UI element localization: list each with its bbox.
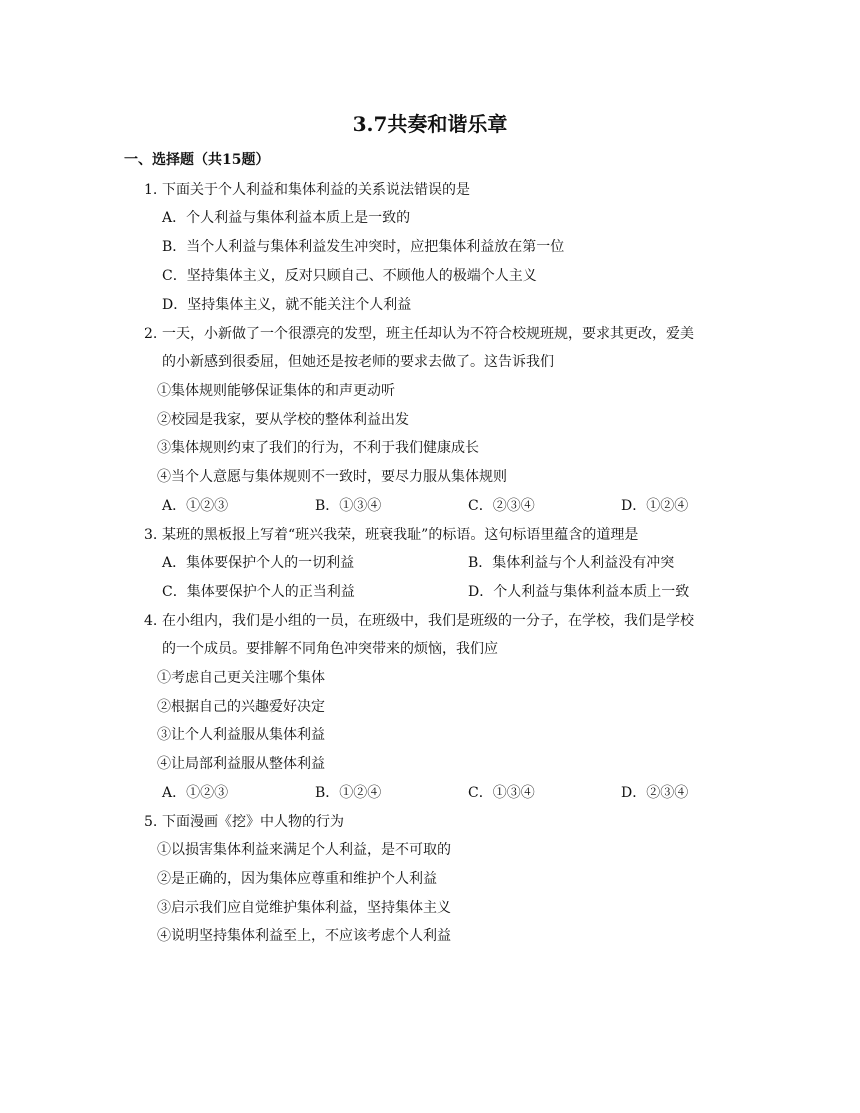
- option-b: B．集体利益与个人利益没有冲突: [468, 555, 675, 571]
- option-a: A．①②③: [162, 785, 229, 801]
- question-number: 2.: [144, 326, 158, 342]
- option-d: D．个人利益与集体利益本质上一致: [468, 584, 690, 600]
- statement-item: ③让个人利益服从集体利益: [157, 727, 325, 743]
- question-number: 3.: [144, 527, 158, 543]
- question-stem: 下面漫画《挖》中人物的行为: [162, 814, 344, 830]
- statement-item: ②根据自己的兴趣爱好决定: [157, 699, 325, 715]
- question-stem-continued: 的小新感到很委屈，但她还是按老师的要求去做了。这告诉我们: [162, 354, 554, 370]
- statement-item: ④让局部利益服从整体利益: [157, 756, 325, 772]
- statement-item: ②是正确的，因为集体应尊重和维护个人利益: [157, 871, 437, 887]
- option-a: A．①②③: [162, 498, 229, 514]
- option-b: B．①②④: [315, 785, 382, 801]
- page-title: 3.7共奏和谐乐章: [352, 112, 508, 136]
- option-d: D．①②④: [621, 498, 689, 514]
- option-d: D．②③④: [621, 785, 689, 801]
- question-number: 5.: [144, 814, 158, 830]
- option-d: D．坚持集体主义，就不能关注个人利益: [162, 297, 412, 313]
- statement-item: ①集体规则能够保证集体的和声更动听: [157, 383, 395, 399]
- statement-item: ③集体规则约束了我们的行为，不利于我们健康成长: [157, 440, 479, 456]
- question-stem: 一天，小新做了一个很漂亮的发型，班主任却认为不符合校规班规，要求其更改，爱美: [162, 326, 694, 342]
- question-number: 1.: [144, 182, 158, 198]
- option-b: B．当个人利益与集体利益发生冲突时，应把集体利益放在第一位: [162, 239, 565, 255]
- option-c: C．集体要保护个人的正当利益: [162, 584, 355, 600]
- statement-item: ①考虑自己更关注哪个集体: [157, 670, 325, 686]
- option-c: C．②③④: [468, 498, 535, 514]
- question-stem: 下面关于个人利益和集体利益的关系说法错误的是: [162, 182, 470, 198]
- statement-item: ①以损害集体利益来满足个人利益，是不可取的: [157, 842, 451, 858]
- question-stem: 某班的黑板报上写着“班兴我荣，班衰我耻”的标语。这句标语里蕴含的道理是: [162, 527, 639, 543]
- question-stem-continued: 的一个成员。要排解不同角色冲突带来的烦恼，我们应: [162, 641, 498, 657]
- question-number: 4.: [144, 613, 158, 629]
- option-a: A．个人利益与集体利益本质上是一致的: [162, 210, 411, 226]
- statement-item: ④当个人意愿与集体规则不一致时，要尽力服从集体规则: [157, 469, 507, 485]
- option-c: C．①③④: [468, 785, 535, 801]
- question-stem: 在小组内，我们是小组的一员，在班级中，我们是班级的一分子，在学校，我们是学校: [162, 613, 694, 629]
- option-c: C．坚持集体主义，反对只顾自己、不顾他人的极端个人主义: [162, 268, 537, 284]
- statement-item: ④说明坚持集体利益至上，不应该考虑个人利益: [157, 928, 451, 944]
- statement-item: ②校园是我家，要从学校的整体利益出发: [157, 412, 409, 428]
- option-b: B．①③④: [315, 498, 382, 514]
- statement-item: ③启示我们应自觉维护集体利益，坚持集体主义: [157, 900, 451, 916]
- section-heading: 一、选择题（共15题）: [124, 152, 270, 168]
- option-a: A．集体要保护个人的一切利益: [162, 555, 355, 571]
